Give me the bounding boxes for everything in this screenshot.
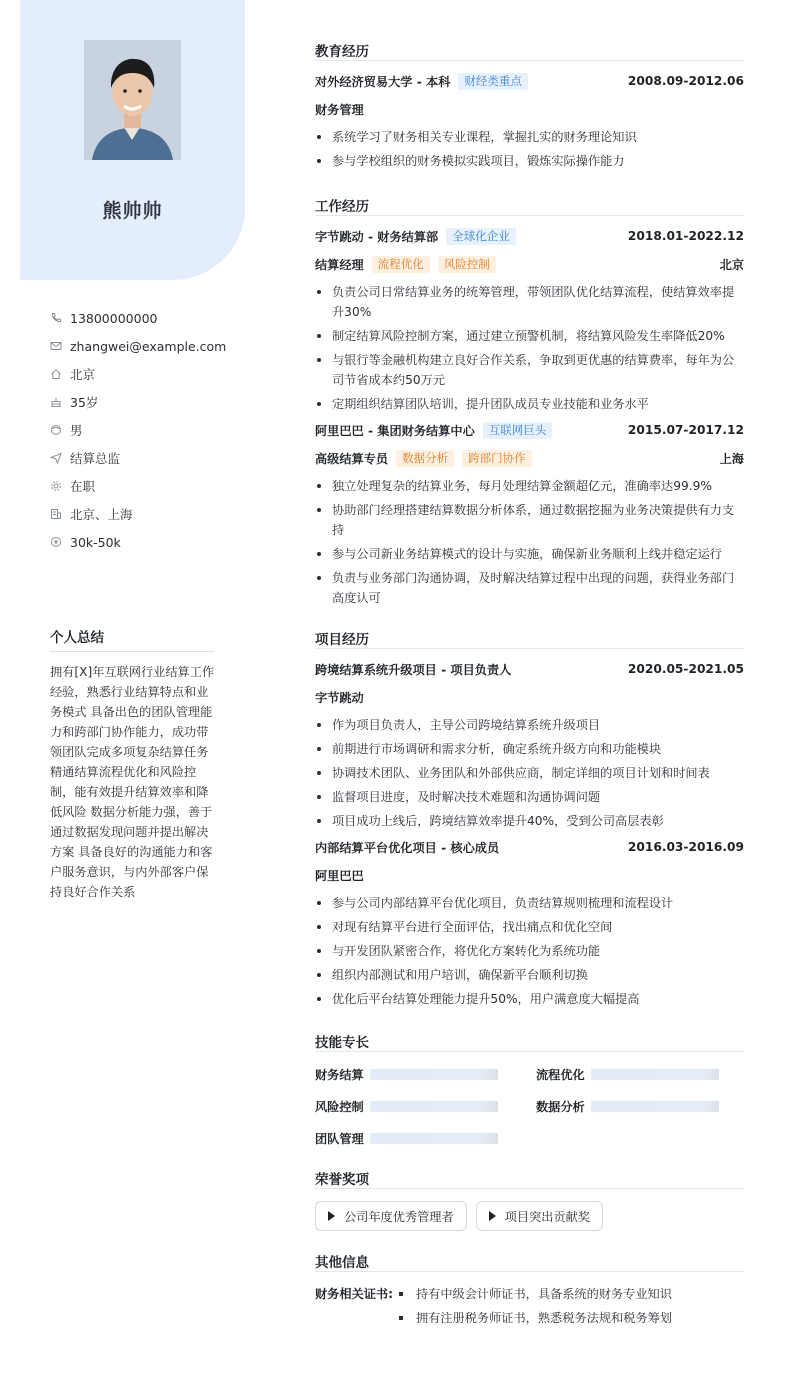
education-period: 2008.09-2012.06 (627, 74, 744, 88)
candidate-name: 熊帅帅 (102, 200, 163, 222)
skills-heading: 技能专长 (315, 1031, 744, 1052)
job-period: 2015.07-2017.12 (627, 423, 744, 437)
job-bullets (315, 476, 744, 608)
list-item: 参与公司新业务结算模式的设计与实施，确保新业务顺利上线并稳定运行 (315, 544, 744, 564)
contact-status-text: 在职 (70, 479, 96, 494)
list-item: 协调技术团队、业务团队和外部供应商，制定详细的项目计划和时间表 (315, 763, 744, 783)
contact-email-text: zhangwei@example.com (70, 338, 227, 354)
contact-target-city-text: 北京、上海 (70, 507, 133, 522)
contact-email (50, 332, 230, 360)
job-bullets (315, 282, 744, 414)
award-label: 项目突出贡献奖 (504, 1209, 590, 1224)
education-bullets (315, 127, 744, 171)
contact-salary (50, 528, 230, 556)
award-chip[interactable] (315, 1201, 467, 1231)
other-heading: 其他信息 (315, 1251, 744, 1272)
work-heading: 工作经历 (315, 195, 744, 216)
list-item: 组织内部测试和用户培训，确保新平台顺利切换 (315, 965, 744, 985)
project-period: 2020.05-2021.05 (627, 662, 744, 676)
list-item: 优化后平台结算处理能力提升50%，用户满意度大幅提高 (315, 989, 744, 1009)
school-name: 对外经济贸易大学 - 本科 (315, 74, 451, 89)
education-heading: 教育经历 (315, 40, 744, 61)
role-tag: 跨部门协作 (462, 450, 532, 467)
list-item: 项目成功上线后，跨境结算效率提升40%，受到公司高层表彰 (315, 811, 744, 831)
contact-city-text: 北京 (70, 367, 96, 382)
project-org: 字节跳动 (315, 690, 364, 705)
cake-icon (50, 396, 62, 408)
job-company: 字节跳动 - 财务结算部 (315, 229, 439, 244)
project-bullets (315, 893, 744, 1009)
play-icon (328, 1211, 335, 1221)
contact-age-text: 35岁 (70, 395, 99, 410)
list-item: 前期进行市场调研和需求分析，确定系统升级方向和功能模块 (315, 739, 744, 759)
contact-target-city (50, 500, 230, 528)
contact-list (50, 304, 230, 556)
skill-name: 数据分析 (536, 1099, 585, 1114)
contact-position-text: 结算总监 (70, 451, 121, 466)
skill-item (315, 1098, 536, 1114)
job-city: 北京 (719, 257, 744, 272)
list-item: 制定结算风险控制方案，通过建立预警机制，将结算风险发生率降低20% (315, 326, 744, 346)
skills-grid (315, 1066, 744, 1146)
education-header (315, 73, 744, 89)
home-icon (50, 368, 62, 380)
list-item: 参与公司内部结算平台优化项目，负责结算规则梳理和流程设计 (315, 893, 744, 913)
job-role: 高级结算专员 (315, 451, 389, 466)
list-item: 独立处理复杂的结算业务，每月处理结算金额超亿元，准确率达99.9% (315, 476, 744, 496)
company-tag: 互联网巨头 (483, 422, 553, 439)
job-company: 阿里巴巴 - 集团财务结算中心 (315, 423, 475, 438)
education-major-row (315, 101, 744, 117)
job-entry (315, 422, 744, 608)
company-tag: 全球化企业 (446, 228, 516, 245)
send-icon (50, 452, 62, 464)
phone-icon (50, 312, 62, 324)
project-entry (315, 661, 744, 831)
project-name: 跨境结算系统升级项目 - 项目负责人 (315, 662, 512, 677)
contact-city (50, 360, 230, 388)
role-tag: 流程优化 (372, 256, 430, 273)
skill-level-bar (591, 1069, 719, 1080)
job-role: 结算经理 (315, 257, 364, 272)
skill-item (315, 1066, 536, 1082)
other-info (315, 1284, 744, 1332)
awards-list (315, 1201, 744, 1231)
summary-heading: 个人总结 (50, 626, 214, 652)
list-item: 持有中级会计师证书，具备系统的财务专业知识 (395, 1284, 672, 1304)
list-item: 拥有注册税务师证书，熟悉税务法规和税务筹划 (395, 1308, 672, 1328)
job-city: 上海 (719, 451, 744, 466)
list-item: 监督项目进度，及时解决技术难题和沟通协调问题 (315, 787, 744, 807)
skill-name: 风险控制 (315, 1099, 364, 1114)
skill-item (315, 1130, 536, 1146)
contact-phone (50, 304, 230, 332)
play-icon (489, 1211, 496, 1221)
role-tag: 数据分析 (396, 450, 454, 467)
skill-level-bar (591, 1101, 719, 1112)
contact-position (50, 444, 230, 472)
school-tag: 财经类重点 (458, 73, 528, 90)
list-item: 参与学校组织的财务模拟实践项目，锻炼实际操作能力 (315, 151, 744, 171)
projects-heading: 项目经历 (315, 628, 744, 649)
certificate-list (395, 1284, 672, 1332)
list-item: 系统学习了财务相关专业课程，掌握扎实的财务理论知识 (315, 127, 744, 147)
list-item: 负责与业务部门沟通协调，及时解决结算过程中出现的问题，获得业务部门高度认可 (315, 568, 744, 608)
skill-level-bar (370, 1101, 498, 1112)
job-period: 2018.01-2022.12 (627, 229, 744, 243)
list-item: 协助部门经理搭建结算数据分析体系，通过数据挖掘为业务决策提供有力支持 (315, 500, 744, 540)
skill-level-bar (370, 1069, 498, 1080)
list-item: 与开发团队紧密合作，将优化方案转化为系统功能 (315, 941, 744, 961)
education-major: 财务管理 (315, 102, 364, 117)
list-item: 作为项目负责人，主导公司跨境结算系统升级项目 (315, 715, 744, 735)
role-tag: 风险控制 (438, 256, 496, 273)
gear-icon (50, 480, 62, 492)
project-org: 阿里巴巴 (315, 868, 364, 883)
coin-icon (50, 536, 62, 548)
building-icon (50, 508, 62, 520)
gender-icon (50, 424, 62, 436)
list-item: 对现有结算平台进行全面评估，找出痛点和优化空间 (315, 917, 744, 937)
skill-name: 财务结算 (315, 1067, 364, 1082)
project-name: 内部结算平台优化项目 - 核心成员 (315, 840, 500, 855)
certificates-label: 财务相关证书: (315, 1287, 393, 1301)
contact-phone-text: 13800000000 (70, 310, 158, 326)
contact-status (50, 472, 230, 500)
contact-gender-text: 男 (70, 423, 83, 438)
awards-heading: 荣誉奖项 (315, 1168, 744, 1189)
skill-item (536, 1098, 744, 1114)
skill-level-bar (370, 1133, 498, 1144)
award-label: 公司年度优秀管理者 (344, 1209, 454, 1224)
mail-icon (50, 340, 62, 352)
main-column (315, 40, 744, 1332)
job-entry (315, 228, 744, 414)
award-chip[interactable] (476, 1201, 603, 1231)
contact-age (50, 388, 230, 416)
skill-item (536, 1066, 744, 1082)
summary-text: 拥有[X]年互联网行业结算工作经验，熟悉行业结算特点和业务模式 具备出色的团队管理能力和跨部门协作能力，成功带领团队完成多项复杂结算任务 精通结算流程优化和风险控制，能有效提升结算效率和降低风险 数据分析能力强，善于通过数据发现问题并提出解决方案 具备良好的沟通能力和客户服务意识，与内外部客户保持良好合作关系 (50, 665, 215, 899)
project-entry (315, 839, 744, 1009)
skill-name: 团队管理 (315, 1131, 364, 1146)
list-item: 定期组织结算团队培训，提升团队成员专业技能和业务水平 (315, 394, 744, 414)
avatar-photo (84, 40, 181, 160)
list-item: 与银行等金融机构建立良好合作关系，争取到更优惠的结算费率，每年为公司节省成本约50万元 (315, 350, 744, 390)
project-bullets (315, 715, 744, 831)
contact-salary-text: 30k-50k (70, 534, 121, 550)
contact-gender (50, 416, 230, 444)
list-item: 负责公司日常结算业务的统筹管理，带领团队优化结算流程，使结算效率提升30% (315, 282, 744, 322)
skill-name: 流程优化 (536, 1067, 585, 1082)
project-period: 2016.03-2016.09 (627, 840, 744, 854)
